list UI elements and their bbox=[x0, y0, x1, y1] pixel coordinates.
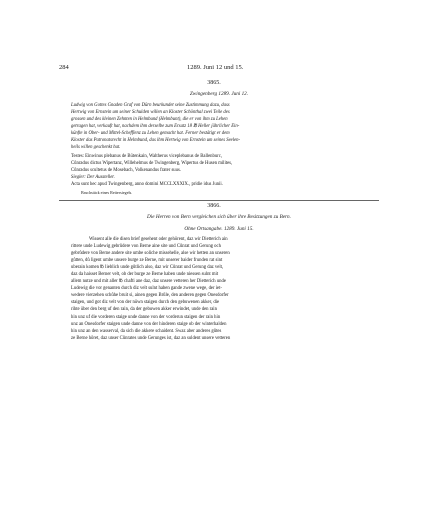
document-number: 3865. bbox=[207, 80, 221, 86]
summary-line: grossen und des kleinen Zehnten in Helmbund (Helmbunt), die er von ihm zu Lehen bbox=[71, 117, 228, 123]
body-line: Ludewig die vor genanten durch diz velt sulnt haben gande zwene wege, der iet- bbox=[71, 286, 222, 292]
body-line: hin unz uf die vorderen staige unde danne von der vorderun staigen der rain hin bbox=[71, 314, 221, 320]
witness-line: Testes: Einwinus plebanus de Bütenkain, Waltherus viceplebanus de Ballenburc, bbox=[71, 154, 222, 159]
body-line: Wissent alle die disen brief gesehent oder gehörent, daz wir Dietterich ain bbox=[89, 237, 228, 242]
running-header: 1289. Juni 12 und 15. bbox=[187, 64, 244, 71]
body-line: daz da haisset Berner velt, ob der burge ze Berne haben unde niessen sulnt mit bbox=[71, 272, 219, 278]
body-line: staigen, und got diz velt von der nüwn staigen durch den gebuwenen akker, die bbox=[71, 300, 220, 306]
document-body bbox=[71, 236, 377, 342]
seal-line: Siegler: Der Aussteller. bbox=[71, 175, 115, 181]
body-line: unz an Onesdorfer staigen unde danne von der hinderen staige ob der winterhalden bbox=[71, 321, 227, 327]
body-line: rihte über den berg uf den rain, da der gebuwen akker erwindet, unde den rain bbox=[71, 307, 217, 313]
witness-line: Cůnradus dictus Wipertanz, Willehelmus de Twingenberg, Wipertus de Husen milites, bbox=[71, 161, 233, 167]
document-place-date: Ohne Ortsangabe. 1289. Juni 15. bbox=[184, 226, 254, 232]
document-place-date: Zwingenberg 1289. Juni 12. bbox=[189, 91, 249, 97]
summary-line: Hertwig von Ernstein um seiner Schulden willen an Kloster Schönthal zwei Teile des bbox=[71, 110, 230, 116]
section-divider bbox=[59, 200, 379, 201]
summary-line: getragen hat, verkauft hat, nachdem ihm derselbe zum Ersatz 18 ℔ Heller jährlicher Ein- bbox=[71, 124, 240, 130]
summary-line: Ludwig von Gottes Gnaden Graf von Dürn beurkundet seine Zustimmung dazu, dass bbox=[71, 103, 230, 108]
summary-line: heils willen geschenkt hat. bbox=[71, 145, 121, 151]
document-summary: Die Herren von Bern vergleichen sich über ihre Besitzungen zu Bern. bbox=[147, 214, 291, 220]
page-number: 284 bbox=[59, 64, 69, 71]
body-line: ze Berne hôret, daz unser Cůnrates unde Gerunges ist, daz an suldent unsere vetteren bbox=[71, 335, 231, 341]
body-line: gůtten, dů ligent umbe unsere burge ze Berne, mit unserer baider frunden rat sint bbox=[71, 258, 223, 264]
body-line: gebrůdere von Berne andere site umbe soliche missehelle, alse wir hetten an unseren bbox=[71, 251, 230, 257]
document-summary bbox=[71, 102, 377, 151]
summary-line: Kloster das Patronatsrecht in Helmbund, das ihm Hertwig von Ernstein um seines Seelen- bbox=[71, 138, 241, 144]
body-line: wedere vierzehen schůhe bruit si, ainen gegen Brůle, den anderen gegen Onesdorfer bbox=[71, 293, 229, 299]
body-line: allem nutze und mit aller ℔ chafti ane daz, daz unsere vetteren her Dietterich unde bbox=[71, 279, 226, 285]
body-line: rittere unde Ludewig gebrůdere von Berne aine site und Cůnrat und Gerung och bbox=[71, 244, 221, 250]
witness-list bbox=[71, 153, 377, 188]
document-number: 3866. bbox=[207, 203, 221, 209]
seal-fragment-note: Bruchstück eines Reitersiegels. bbox=[81, 190, 133, 195]
body-line: hin unz an den wasserval, da sich die akkere schaident. Swaz aber anderes gůtes bbox=[71, 328, 222, 334]
witness-line: Cůnradus scultetus de Mosebach, Volkenandus frater suus. bbox=[71, 168, 181, 174]
summary-line: künfte in Ober- und Mittel-Schefflenz zu Lehen gemacht hat. Ferner bestätigt er dem bbox=[71, 131, 230, 137]
dating-line: Acta sunt hec apud Twingenberg, anno domini MCCLXXXIX., pridie idus Junii. bbox=[71, 182, 223, 188]
body-line: uberain komen ℔ lieblich unde gůtlich also, daz wir Cůnrat und Gerung daz velt, bbox=[71, 265, 224, 271]
